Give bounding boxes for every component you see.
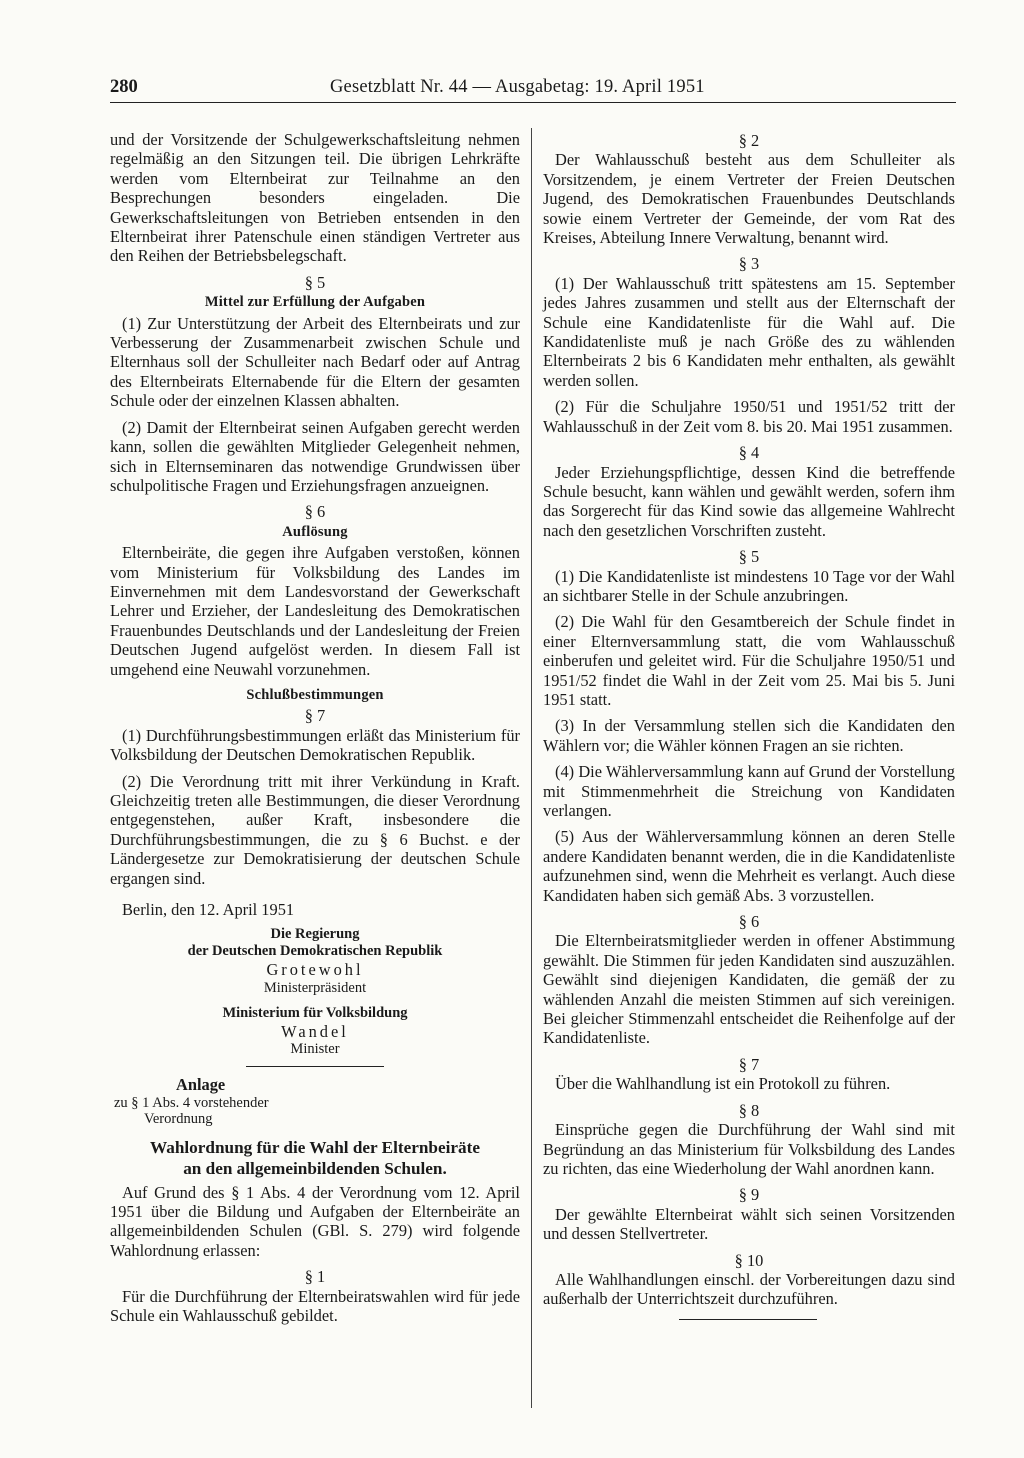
paragraph: (2) Die Verordnung tritt mit ihrer Verkündung in Kraft. Gleichzeitig treten alle Bestimmungen, die dieser Verordnung entgegenstehen, außer Kraft, insbesondere die Durchführungsbestimmungen, die zu § 6 Buchst. e der Ländergesetze zur Demokratisierung der deutschen Schule ergangen sind.	[110, 771, 520, 888]
ministry-name: Ministerium für Volksbildung	[222, 1004, 408, 1021]
separator-rule	[246, 1066, 384, 1067]
column-divider	[531, 128, 532, 1408]
signature-role: Minister	[290, 1041, 340, 1058]
signature-name: Wandel	[281, 1021, 349, 1041]
page-header	[110, 76, 956, 103]
title-line: Wahlordnung für die Wahl der Elternbeiräte	[150, 1137, 480, 1157]
section-heading: Schlußbestimmungen	[246, 686, 384, 703]
title-line: an den allgemeinbildenden Schulen.	[183, 1158, 447, 1178]
annex-reference	[110, 1095, 520, 1127]
annex-reference-line: zu § 1 Abs. 4 vorstehender	[114, 1094, 269, 1111]
right-column	[543, 130, 955, 1320]
section-heading: Mittel zur Erfüllung der Aufgaben	[204, 294, 426, 311]
left-column	[110, 130, 520, 1333]
government-line-2: der Deutschen Demokratischen Republik	[187, 943, 443, 960]
section-number: § 7	[304, 706, 326, 726]
header-title: Gesetzblatt Nr. 44 — Ausgabetag: 19. April 1951	[330, 77, 705, 97]
section-number: § 6	[304, 502, 326, 522]
paragraph: Elternbeiräte, die gegen ihre Aufgaben verstoßen, können vom Ministerium für Volksbildung des Landes im Einvernehmen mit dem Landesvorstand der Gewerkschaft Lehrer und Erzieher, der Landesleitung des Demokratischen Frauenbundes Deutschlands und der Landesleitung der Freien Deutschen Jugend aufgelöst werden. In diesem Fall ist umgehend eine Neuwahl vorzunehmen.	[110, 543, 520, 679]
paragraph: (1) Der Wahlausschuß tritt spätestens am 15. September jedes Jahres zusammen und stellt aus der Elternschaft der Schule eine Kandidatenliste für die Wahl auf. Die Kandidatenliste muß je nach Größe des zu wählenden Elternbeirats 2 bis 6 Kandidaten mehr enthalten, als gewählt werden sollen.	[543, 273, 955, 390]
paragraph-continuation: und der Vorsitzende der Schulgewerkschaftsleitung nehmen regelmäßig an den Sitzungen teil. Die übrigen Lehrkräfte werden vom Elternbeirat zur Teilnahme an den Besprechungen besonders eingeladen. Die Gewerkschaftsleitungen von Betrieben entsenden in den Elternbeirat ihrer Patenschule einen ständigen Vertreter aus den Reihen der Betriebsbelegschaft.	[110, 130, 520, 266]
paragraph: (5) Aus der Wählerversammlung können an deren Stelle andere Kandidaten benannt werden, die in die Kandidatenliste aufzunehmen sind, wenn die Mehrheit es verlangt. Auch diese Kandidaten haben sich gemäß Abs. 3 vorzustellen.	[543, 827, 955, 905]
section-number: § 6	[738, 912, 760, 932]
section-number: § 8	[738, 1100, 760, 1120]
paragraph: (2) Für die Schuljahre 1950/51 und 1951/52 tritt der Wahlausschuß in der Zeit vom 8. bis 20. Mai 1951 zusammen.	[543, 397, 955, 436]
paragraph: (2) Die Wahl für den Gesamtbereich der Schule findet in einer Elternversammlung statt, die vom Wahlausschuß einberufen und geleitet wird. Für die Schuljahre 1950/51 und 1951/52 findet die Wahl in der Zeit vom 25. Mai bis 5. Juni 1951 statt.	[543, 612, 955, 709]
signature-name: Grotewohl	[266, 960, 364, 980]
document-title	[110, 1137, 520, 1179]
section-number: § 10	[734, 1250, 764, 1270]
section-number: § 1	[304, 1267, 326, 1287]
annex-label: Anlage	[176, 1075, 226, 1095]
place-date: Berlin, den 12. April 1951	[122, 900, 295, 920]
paragraph: Jeder Erziehungspflichtige, dessen Kind die betreffende Schule besucht, kann wählen und gewählt werden, sofern ihm das Sorgerecht für das Kind sowie das allgemeine Wahlrecht nach den gesetzlichen Vorschriften zusteht.	[543, 462, 955, 540]
paragraph: (1) Die Kandidatenliste ist mindestens 10 Tage vor der Wahl an sichtbarer Stelle in der Schule anzubringen.	[543, 566, 955, 605]
paragraph: Einsprüche gegen die Durchführung der Wahl sind mit Begründung an das Ministerium für Volksbildung des Landes zu richten, das eine Wiederholung der Wahl anordnen kann.	[543, 1120, 955, 1178]
government-line-1: Die Regierung	[270, 926, 360, 943]
paragraph: (4) Die Wählerversammlung kann auf Grund der Vorstellung mit Stimmenmehrheit die Streichung von Kandidaten verlangen.	[543, 762, 955, 820]
paragraph: (1) Zur Unterstützung der Arbeit des Elternbeirats und zur Verbesserung der Zusammenarbeit zwischen Schule und Elternhaus soll der Schulleiter nach Bedarf oder auf Antrag des Elternbeirats Elternabende für die Eltern der gesamten Schule oder der einzelnen Klassen abhalten.	[110, 313, 520, 411]
paragraph: (3) In der Versammlung stellen sich die Kandidaten den Wählern vor; die Wähler können Fragen an sie richten.	[543, 716, 955, 755]
section-number: § 4	[738, 443, 760, 463]
section-number: § 3	[738, 254, 760, 274]
paragraph: Die Elternbeiratsmitglieder werden in offener Abstimmung gewählt. Die Stimmen für jeden Kandidaten sind auszuzählen. Gewählt sind diejenigen Kandidaten, die gemäß der zu wählenden Anzahl die meisten Stimmen auf sich vereinigen. Bei gleicher Stimmenzahl entscheidet die Reihenfolge auf der Kandidatenliste.	[543, 931, 955, 1048]
section-number: § 2	[738, 131, 760, 150]
paragraph: Über die Wahlhandlung ist ein Protokoll zu führen.	[555, 1074, 891, 1094]
page-number: 280	[110, 77, 138, 97]
annex-reference-line: Verordnung	[144, 1110, 213, 1127]
paragraph: Der Wahlausschuß besteht aus dem Schulleiter als Vorsitzendem, je einem Vertreter der Freien Deutschen Jugend, des Demokratischen Frauenbundes Deutschlands sowie einem Vertreter der Gemeinde, der vom Rat des Kreises, Abteilung Innere Verwaltung, benannt wird.	[543, 150, 955, 248]
section-number: § 5	[738, 547, 760, 567]
paragraph: (1) Durchführungsbestimmungen erläßt das Ministerium für Volksbildung der Deutschen Demokratischen Republik.	[110, 725, 520, 765]
paragraph: Auf Grund des § 1 Abs. 4 der Verordnung vom 12. April 1951 über die Bildung und Aufgaben der Elternbeiräte an allgemeinbildenden Schulen (GBl. S. 279) wird folgende Wahlordnung erlassen:	[110, 1182, 520, 1260]
signature-role: Ministerpräsident	[263, 979, 367, 996]
paragraph: Für die Durchführung der Elternbeiratswahlen wird für jede Schule ein Wahlausschuß gebildet.	[110, 1286, 520, 1326]
paragraph: Alle Wahlhandlungen einschl. der Vorbereitungen dazu sind außerhalb der Unterrichtszeit durchzuführen.	[543, 1269, 955, 1309]
paragraph: (2) Damit der Elternbeirat seinen Aufgaben gerecht werden kann, sollen die gewählten Mitglieder Gelegenheit nehmen, sich in Elternseminaren das notwendige Grundwissen über schulpolitische Fragen und Erziehungsfragen anzueignen.	[110, 417, 520, 495]
paragraph: Der gewählte Elternbeirat wählt sich seinen Vorsitzenden und dessen Stellvertreter.	[543, 1204, 955, 1244]
end-rule	[679, 1319, 817, 1320]
section-number: § 7	[738, 1054, 760, 1074]
section-number: § 5	[304, 272, 326, 292]
section-heading: Auflösung	[282, 523, 348, 540]
section-number: § 9	[738, 1185, 760, 1205]
